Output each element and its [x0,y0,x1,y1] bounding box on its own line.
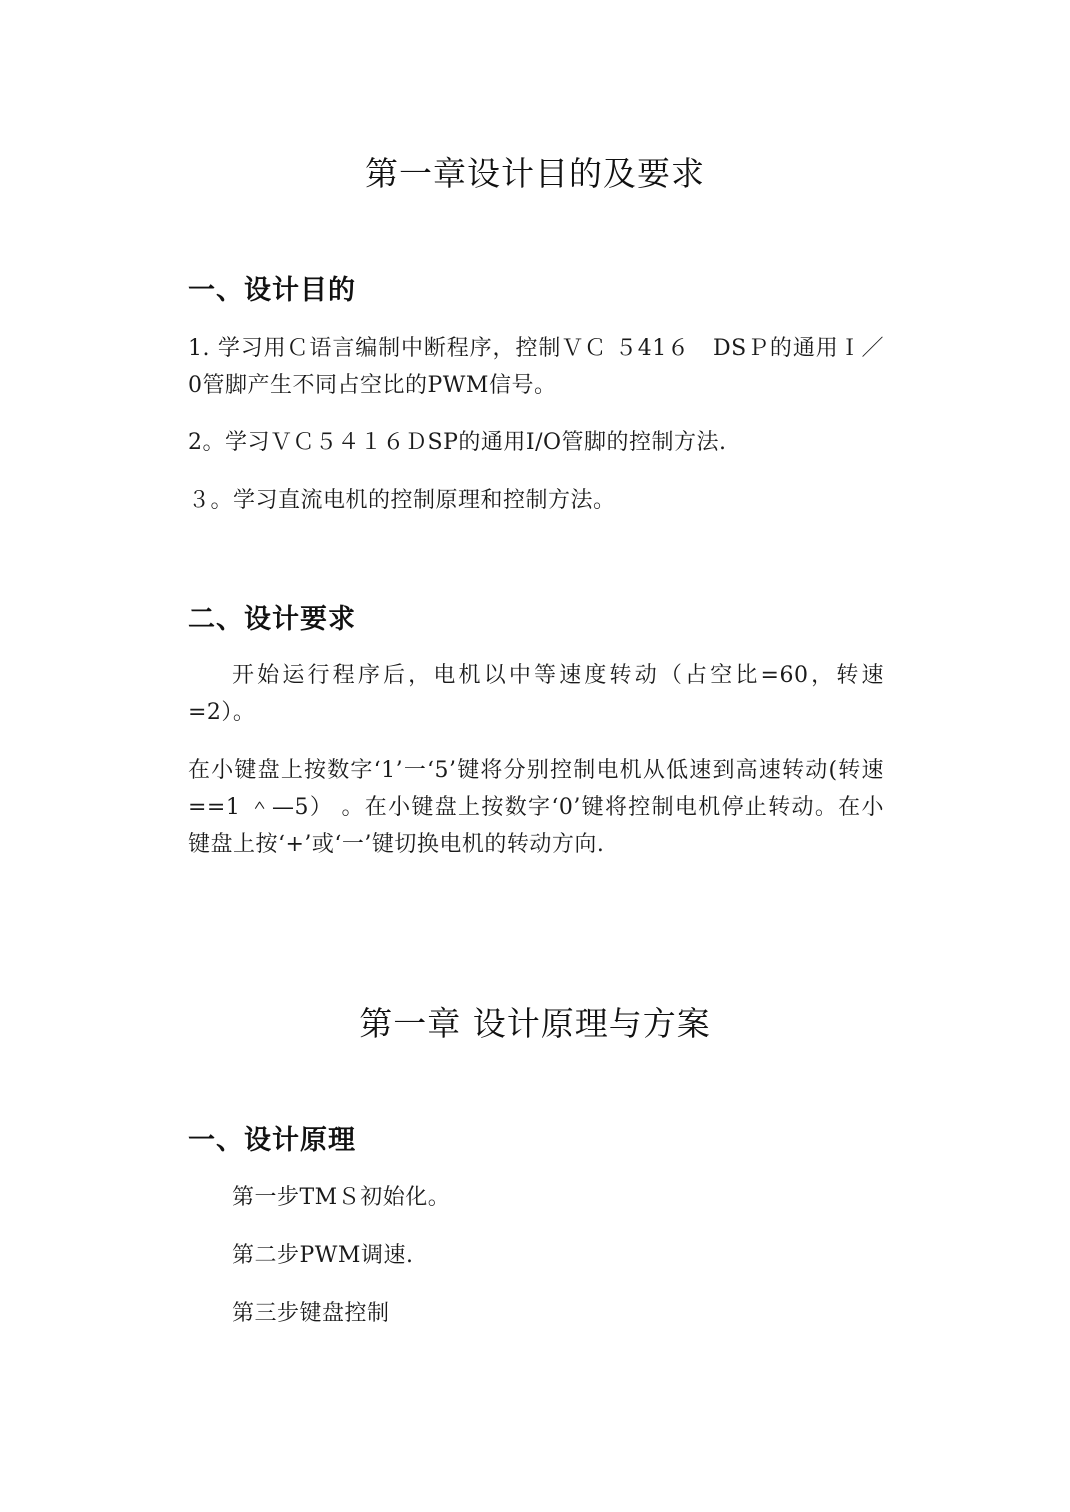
purpose-item-2: 2。学习ＶＣ５４１６ＤSP的通用I/O管脚的控制方法. [188,430,727,455]
requirements-paragraph-2: 在小键盘上按数字‘1’一‘5’键将分别控制电机从低速到高速转动(转速==1 ＾—5） 。在小键盘上按数字‘0’键将控制电机停止转动。在小键盘上按‘+’或‘一’键切换电机的转动方向. [188,758,884,857]
section-design-principle-heading: 一、设计原理 [188,1125,356,1156]
requirements-paragraph-1: 开始运行程序后，电机以中等速度转动（占空比=60，转速=2）。 [188,663,884,725]
chapter-1-title: 第一章设计目的及要求 [365,154,705,193]
purpose-item-1: 1. 学习用Ｃ语言编制中断程序，控制ＶＣ ５41６ DSＰ的通用Ｉ／0管脚产生不同占空比的PWM信号。 [188,336,884,398]
section-design-requirements-heading: 二、设计要求 [188,604,356,635]
purpose-item-3: ３。学习直流电机的控制原理和控制方法。 [188,488,616,513]
chapter-2-title: 第一章 设计原理与方案 [359,1004,711,1043]
principle-step-2: 第二步PWM调速. [232,1243,414,1268]
section-design-purpose-heading: 一、设计目的 [188,275,356,306]
principle-step-3: 第三步键盘控制 [232,1301,390,1326]
principle-step-1: 第一步TMＳ初始化。 [232,1185,451,1210]
